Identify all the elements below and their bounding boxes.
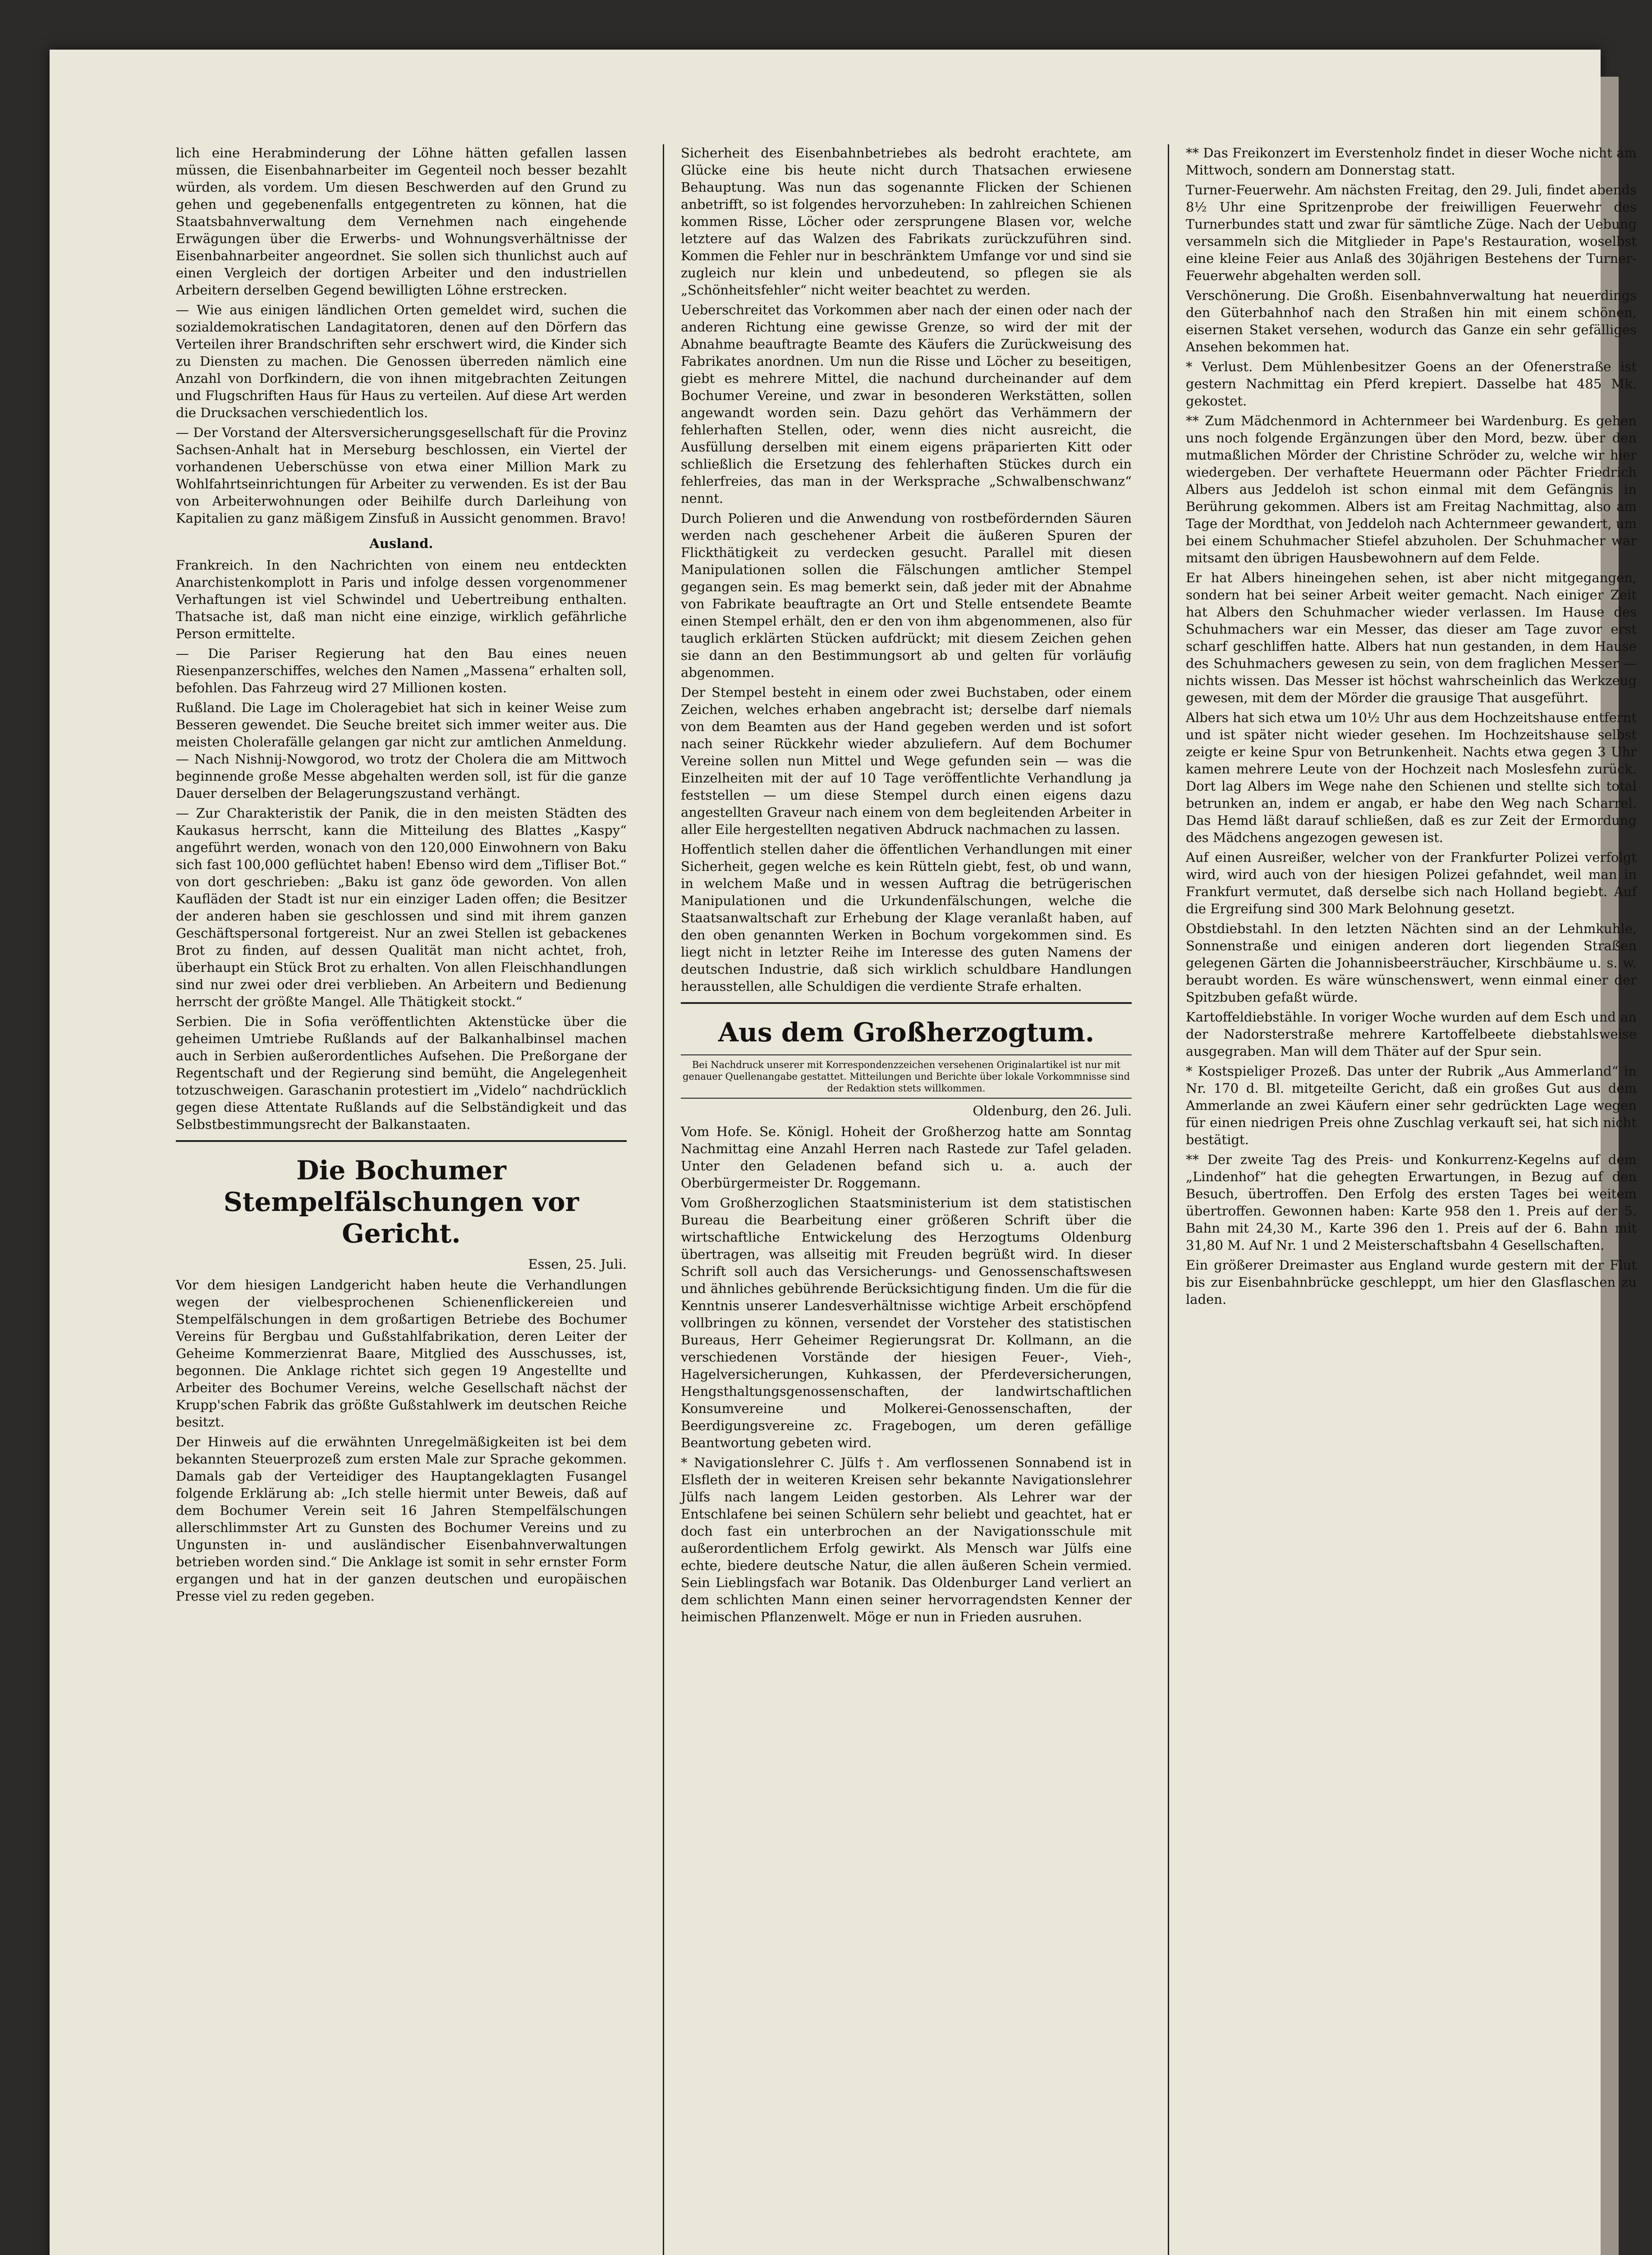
paragraph: Er hat Albers hineingehen sehen, ist aber nicht mitgegangen, sondern hat bei seiner Arbeit weiter gemacht. Nach einiger Zeit hat Albers den Schuhmacher wieder verlassen. Im Hause des Schuhmachers war ein Messer, das dieser am Tage zuvor erst scharf geschliffen hatte. Albers hat nun gestanden, in dem Hause des Schuhmachers gewesen zu sein, von dem fraglichen Messer — nichts wissen. Das Messer ist höchst wahrscheinlich das Werkzeug gewesen, mit dem der Mörder die grausige That ausgeführt. bbox=[1186, 570, 1637, 705]
paragraph: * Navigationslehrer C. Jülfs †. Am verflossenen Sonnabend ist in Elsfleth der in weiteren Kreisen sehr bekannte Navigationslehrer Jülfs nach langem Leiden gestorben. Als Lehrer war der Entschlafene bei seinen Schülern sehr beliebt und geachtet, hat er doch fast ein unterbrochen an der Navigationsschule mit außerordentlichem Erfolg gewirkt. Als Mensch war Jülfs eine echte, biedere deutsche Natur, die allen äußeren Schein vermied. Sein Lieblingsfach war Botanik. Das Oldenburger Land verliert an dem schlichten Mann einen seiner hervorragendsten Kenner der heimischen Pflanzenwelt. Möge er nun in Frieden ausruhen. bbox=[681, 1455, 1132, 1625]
paragraph: — Zur Charakteristik der Panik, die in den meisten Städten des Kaukasus herrscht, kann die Mitteilung des Blattes „Kaspy“ angeführt werden, wonach von den 120,000 Einwohnern von Baku sich fast 100,000 geflüchtet haben! Ebenso wird dem „Tifliser Bot.“ von dort geschrieben: „Baku ist ganz öde geworden. Von allen Kaufläden der Stadt ist nur ein einziger Laden offen; die Besitzer der anderen haben sie geschlossen und sind mit ihrem ganzen Geschäftspersonal fortgereist. Nur an zwei Stellen ist gebackenes Brot zu finden, auf dessen Qualität man nicht achtet, froh, überhaupt ein Stück Brot zu erhalten. Von allen Fleischhandlungen sind nur zwei oder drei verblieben. An Arbeitern und Bedienung herrscht der größte Mangel. Alle Thätigkeit stockt.“ bbox=[176, 805, 627, 1009]
paragraph: ** Zum Mädchenmord in Achternmeer bei Wardenburg. Es gehen uns noch folgende Ergänzungen über den Mord, bezw. über den mutmaßlichen Mörder der Christine Schröder zu, welche wir hier wiedergeben. Der verhaftete Heuermann oder Pächter Friedrich Albers aus Jeddeloh ist schon einmal mit dem Gefängnis in Berührung gekommen. Albers ist am Freitag Nachmittag, also am Tage der Mordthat, von Jeddeloh nach Achternmeer gewandert, um bei einem Schuhmacher Stiefel abzuholen. Der Schuhmacher war mitsamt den übrigen Hausbewohnern auf dem Felde. bbox=[1186, 413, 1637, 566]
paragraph: Frankreich. In den Nachrichten von einem neu entdeckten Anarchistenkomplott in Paris und infolge dessen vorgenommener Verhaftungen ist viel Schwindel und Uebertreibung enthalten. Thatsache ist, daß man nicht eine einzige, wirklich gefährliche Person ermittelte. bbox=[176, 557, 627, 641]
column-rule bbox=[663, 144, 664, 2255]
paragraph: * Verlust. Dem Mühlenbesitzer Goens an der Ofenerstraße ist gestern Nachmittag ein Pferd krepiert. Dasselbe hat 485 Mk. gekostet. bbox=[1186, 359, 1637, 409]
paragraph: Auf einen Ausreißer, welcher von der Frankfurter Polizei verfolgt wird, wird auch von der hiesigen Polizei gefahndet, weil man in Frankfurt vermutet, daß derselbe sich nach Holland begiebt. Auf die Ergreifung sind 300 Mark Belohnung gesetzt. bbox=[1186, 850, 1637, 916]
paragraph: Verschönerung. Die Großh. Eisenbahnverwaltung hat neuerdings den Güterbahnhof nach den Straßen hin mit einem schönen, eisernen Staket versehen, wodurch das Ganze ein sehr gefälliges Ansehen bekommen hat. bbox=[1186, 288, 1637, 354]
paragraph: — Wie aus einigen ländlichen Orten gemeldet wird, suchen die sozialdemokratischen Landagitatoren, denen auf den Dörfern das Verteilen ihrer Brandschriften sehr erschwert wird, die Kinder sich zu Diensten zu machen. Die Genossen überreden nämlich eine Anzahl von Dorfkindern, die von ihnen mitgebrachten Zeitungen und Flugschriften Haus für Haus zu verteilen. Auf diese Art werden die Drucksachen verschiedentlich los. bbox=[176, 302, 627, 420]
divider bbox=[176, 1140, 627, 1142]
divider bbox=[681, 1054, 1132, 1055]
paragraph: Vor dem hiesigen Landgericht haben heute die Verhandlungen wegen der vielbesprochenen Schienenflickereien und Stempelfälschungen in dem großartigen Betriebe des Bochumer Vereins für Bergbau und Gußstahlfabrikation, deren Leiter der Geheime Kommerzienrat Baare, Mitglied des Ausschusses, ist, begonnen. Die Anklage richtet sich gegen 19 Angestellte und Arbeiter des Bochumer Vereins, welche Gesellschaft nächst der Krupp'schen Fabrik das größte Gußstahlwerk im deutschen Reiche besitzt. bbox=[176, 1277, 627, 1430]
paragraph: Durch Polieren und die Anwendung von rostbefördernden Säuren werden nach geschehener Arbeit die äußeren Spuren der Flickthätigkeit zu verdecken gesucht. Parallel mit diesen Manipulationen sollen die Fälschungen amtlicher Stempel gegangen sein. Es mag bemerkt sein, daß jeder mit der Abnahme von Fabrikate beauftragte an Ort und Stelle entsendete Beamte einen Stempel erhält, den er den von ihm abgenommenen, also für tauglich erklärten Stücken aufdrückt; mit diesem Zeichen gehen sie dann an den Bestimmungsort ab und gelten für vorläufig abgenommen. bbox=[681, 511, 1132, 680]
paragraph: Turner-Feuerwehr. Am nächsten Freitag, den 29. Juli, findet abends 8½ Uhr eine Spritzenprobe der freiwilligen Feuerwehr des Turnerbundes statt und zwar für sämtliche Züge. Nach der Uebung versammeln sich die Mitglieder in Pape's Restauration, woselbst eine kleine Feier aus Anlaß des 30jährigen Bestehens der Turner-Feuerwehr abgehalten werden soll. bbox=[1186, 182, 1637, 283]
paragraph: Albers hat sich etwa um 10½ Uhr aus dem Hochzeitshause entfernt und ist später nicht wieder gesehen. Im Hochzeitshause selbst zeigte er keine Spur von Betrunkenheit. Nachts etwa gegen 3 Uhr kamen mehrere Leute von der Hochzeit nach Moslesfehn zurück. Dort lag Albers im Wege nahe den Schienen und stellte sich total betrunken an, indem er angab, er habe den Weg nach Scharrel. Das Hemd läßt darauf schließen, daß es zur Zeit der Ermordung des Mädchens angezogen gewesen ist. bbox=[1186, 710, 1637, 845]
paragraph: ** Der zweite Tag des Preis- und Konkurrenz-Kegelns auf dem „Lindenhof“ hat die gehegten Erwartungen, in Bezug auf den Besuch, übertroffen. Den Erfolg des ersten Tages bei weitem übertroffen. Gewonnen haben: Karte 958 den 1. Preis auf der 5. Bahn mit 24,30 M., Karte 396 den 1. Preis auf der 6. Bahn mit 31,80 M. Auf Nr. 1 und 2 Meisterschaftsbahn 4 Gesellschaften. bbox=[1186, 1152, 1637, 1253]
newspaper-page bbox=[50, 50, 1637, 2255]
paragraph: — Der Vorstand der Altersversicherungsgesellschaft für die Provinz Sachsen-Anhalt hat in Merseburg beschlossen, ein Viertel der vorhandenen Ueberschüsse von etwa einer Million Mark zu Wohlfahrtseinrichtungen für Arbeiter zu verwenden. Es ist der Bau von Arbeiterwohnungen oder Beihilfe durch Darleihung von Kapitalien zu ganz mäßigem Zinsfuß in Aussicht genommen. Bravo! bbox=[176, 425, 627, 526]
paragraph: Rußland. Die Lage im Choleragebiet hat sich in keiner Weise zum Besseren gewendet. Die Seuche breitet sich immer weiter aus. Die meisten Cholerafälle gelangen gar nicht zur amtlichen Anmeldung. — Nach Nishnij-Nowgorod, wo trotz der Cholera die am Mittwoch beginnende große Messe abgehalten werden soll, ist für die ganze Dauer derselben der Belagerungszustand verhängt. bbox=[176, 700, 627, 801]
paragraph: Hoffentlich stellen daher die öffentlichen Verhandlungen mit einer Sicherheit, gegen welche es kein Rütteln giebt, fest, ob und wann, in welchem Maße und in wessen Auftrag die betrügerischen Manipulationen und die Urkundenfälschungen, welche die Staatsanwaltschaft zur Erhebung der Klage veranlaßt haben, auf den oben genannten Werken in Bochum vorgekommen sind. Es liegt nicht in letzter Reihe im Interesse des guten Namens der deutschen Industrie, daß sich wirklich schuldbare Handlungen herausstellen, alle Schuldigen die verdiente Strafe erhalten. bbox=[681, 842, 1132, 994]
column-rule bbox=[1168, 144, 1169, 2255]
section-heading-ausland: Ausland. bbox=[369, 536, 433, 551]
paragraph: Vom Hofe. Se. Königl. Hoheit der Großherzog hatte am Sonntag Nachmittag eine Anzahl Herren nach Rastede zur Tafel geladen. Unter den Geladenen befand sich u. a. auch der Oberbürgermeister Dr. Roggemann. bbox=[681, 1124, 1132, 1191]
paragraph: Der Hinweis auf die erwähnten Unregelmäßigkeiten ist bei dem bekannten Steuerprozeß zum ersten Male zur Sprache gekommen. Damals gab der Verteidiger des Hauptangeklagten Fusangel folgende Erklärung ab: „Ich stelle hiermit unter Beweis, daß auf dem Bochumer Verein seit 16 Jahren Stempelfälschungen allerschlimmster Art zu Gunsten des Bochumer Vereins und zu Ungunsten in- und ausländischer Eisenbahnverwaltungen betrieben worden sind.“ Die Anklage ist somit in sehr ernster Form ergangen und hat in der ganzen deutschen und europäischen Presse viel zu reden gegeben. bbox=[176, 1434, 627, 1604]
paragraph: lich eine Herabminderung der Löhne hätten gefallen lassen müssen, die Eisenbahnarbeiter im Gegenteil noch besser bezahlt würden, als vordem. Um diesen Beschwerden auf den Grund zu gehen und gegebenenfalls entgegentreten zu können, hat die Staatsbahnverwaltung dem Vernehmen nach eingehende Erwägungen über die Erwerbs- und Wohnungsverhältnisse der Eisenbahnarbeiter angeordnet. Sie sollen sich thunlichst auch auf einen Vergleich der dortigen Arbeiter und den industriellen Arbeitern derselben Gegend bewilligten Löhne erstrecken. bbox=[176, 145, 627, 298]
reprint-note: Bei Nachdruck unserer mit Korrespondenzzeichen versehenen Originalartikel ist nur mit genauer Quellenangabe gestattet. Mitteilungen und Berichte über lokale Vorkommnisse sind der Redaktion stets willkommen. bbox=[682, 1059, 1130, 1094]
paragraph: ** Das Freikonzert im Everstenholz findet in dieser Woche nicht am Mittwoch, sondern am Donnerstag statt. bbox=[1186, 145, 1637, 178]
paragraph: Serbien. Die in Sofia veröffentlichten Aktenstücke über die geheimen Umtriebe Rußlands auf der Balkanhalbinsel machen auch in Serbien außerordentliches Aufsehen. Die Preßorgane der Regentschaft und der Regierung sind bemüht, die Angelegenheit totzuschweigen. Garaschanin protestiert im „Videlo“ nachdrücklich gegen diese Attentate Rußlands auf die Selbständigkeit und das Selbstbestimmungsrecht der Balkanstaaten. bbox=[176, 1014, 627, 1132]
paragraph: Ueberschreitet das Vorkommen aber nach der einen oder nach der anderen Richtung eine gewisse Grenze, so wird der mit der Abnahme beauftragte Beamte des Käufers die Zurückweisung des Fabrikates anordnen. Um nun die Risse und Löcher zu beseitigen, giebt es mehrere Mittel, die nachund durcheinander auf dem Bochumer Vereine, und zwar in besonderen Werkstätten, sollen angewandt worden sein. Dazu gehört das Verhämmern der fehlerhaften Stellen, oder, wenn dies nicht ausreicht, die Ausfüllung derselben mit einem eigens präparierten Kitt oder schließlich die Ersetzung des fehlerhaften Stückes durch ein fehlerfreies, das man in der Werksprache „Schwalbenschwanz“ nennt. bbox=[681, 302, 1132, 506]
paragraph: Der Stempel besteht in einem oder zwei Buchstaben, oder einem Zeichen, welches erhaben angebracht ist; derselbe darf niemals von dem Beamten aus der Hand gegeben werden und ist sofort nach seiner Rückkehr wieder abzuliefern. Auf dem Bochumer Vereine sollen nun Mittel und Wege gefunden sein — was die Einzelheiten mit der auf 10 Tage veröffentlichte Verhandlung ja feststellen — um diese Stempel durch einen eigens dazu angestellten Graveur nach einem von dem begleitenden Arbeiter in aller Eile hergestellten negativen Abdruck nachmachen zu lassen. bbox=[681, 685, 1132, 837]
column-1 bbox=[176, 144, 627, 1607]
paragraph: Obstdiebstahl. In den letzten Nächten sind an der Lehmkuhle, Sonnenstraße und einigen anderen dort liegenden Straßen gelegenen Gärten die Johannisbeersträucher, Kirschbäume u. s. w. beraubt worden. Es wäre wünschenswert, wenn einmal einer der Spitzbuben gefaßt würde. bbox=[1186, 921, 1637, 1005]
paragraph: Kartoffeldiebstähle. In voriger Woche wurden auf dem Esch und an der Nadorsterstraße mehrere Kartoffelbeete diebstahlsweise ausgegraben. Man will dem Thäter auf der Spur sein. bbox=[1186, 1009, 1637, 1059]
section-headline: Aus dem Großherzogtum. bbox=[718, 1017, 1095, 1048]
divider bbox=[681, 1098, 1132, 1099]
paragraph: Vom Großherzoglichen Staatsministerium ist dem statistischen Bureau die Bearbeitung einer größeren Schrift über die wirtschaftliche Entwickelung des Herzogtums Oldenburg übertragen, was allseitig mit Freuden begrüßt wird. In dieser Schrift soll auch das Versicherungs- und Genossenschaftswesen und ähnliches gebührende Berücksichtigung finden. Um die für die Kenntnis unserer Landesverhältnisse wichtige Arbeit erschöpfend vollbringen zu können, versendet der Vorsteher des statistischen Bureaus, Herr Geheimer Regierungsrat Dr. Kollmann, an die verschiedenen Vorstände der hiesigen Feuer-, Vieh-, Hagelversicherungen, Kuhkassen, der Pferdeversicherungen, Hengsthaltungsgenossenschaften, der landwirtschaftlichen Konsumvereine und Molkerei-Genossenschaften, der Beerdigungsvereine zc. Fragebogen, um deren gefällige Beantwortung gebeten wird. bbox=[681, 1195, 1132, 1450]
article-headline: Die Bochumer Stempelfälschungen vor Gericht. bbox=[223, 1155, 579, 1249]
paragraph: Sicherheit des Eisenbahnbetriebes als bedroht erachtete, am Glücke eine bis heute nicht durch Thatsachen erwiesene Behauptung. Was nun das sogenannte Flicken der Schienen anbetrifft, so ist folgendes hervorzuheben: In zahlreichen Schienen kommen Risse, Löcher oder zersprungene Blasen vor, welche letztere auf das Walzen des Fabrikats zurückzuführen sind. Kommen die Fehler nur in beschränktem Umfange vor und sind sie zugleich nur klein und unbedeutend, so pflegen sie als „Schönheitsfehler“ nicht weiter beachtet zu werden. bbox=[681, 145, 1132, 298]
paragraph: * Kostspieliger Prozeß. Das unter der Rubrik „Aus Ammerland“ in Nr. 170 d. Bl. mitgeteilte Gericht, daß ein großes Gut aus dem Ammerlande an zwei Käufern einer sehr gedrückten Lage wegen für einen niedrigen Preis ohne Zuschlag verkauft sei, hat sich nicht bestätigt. bbox=[1186, 1063, 1637, 1147]
paragraph: — Die Pariser Regierung hat den Bau eines neuen Riesenpanzerschiffes, welches den Namen „Massena“ erhalten soll, befohlen. Das Fahrzeug wird 27 Millionen kosten. bbox=[176, 646, 627, 695]
column-2 bbox=[681, 144, 1132, 1628]
divider bbox=[681, 1002, 1132, 1004]
dateline: Oldenburg, den 26. Juli. bbox=[973, 1103, 1132, 1118]
paragraph: Ein größerer Dreimaster aus England wurde gestern mit der Flut bis zur Eisenbahnbrücke geschleppt, um hier den Glasflaschen zu laden. bbox=[1186, 1257, 1637, 1307]
dateline: Essen, 25. Juli. bbox=[528, 1256, 627, 1272]
column-3 bbox=[1186, 144, 1637, 1311]
